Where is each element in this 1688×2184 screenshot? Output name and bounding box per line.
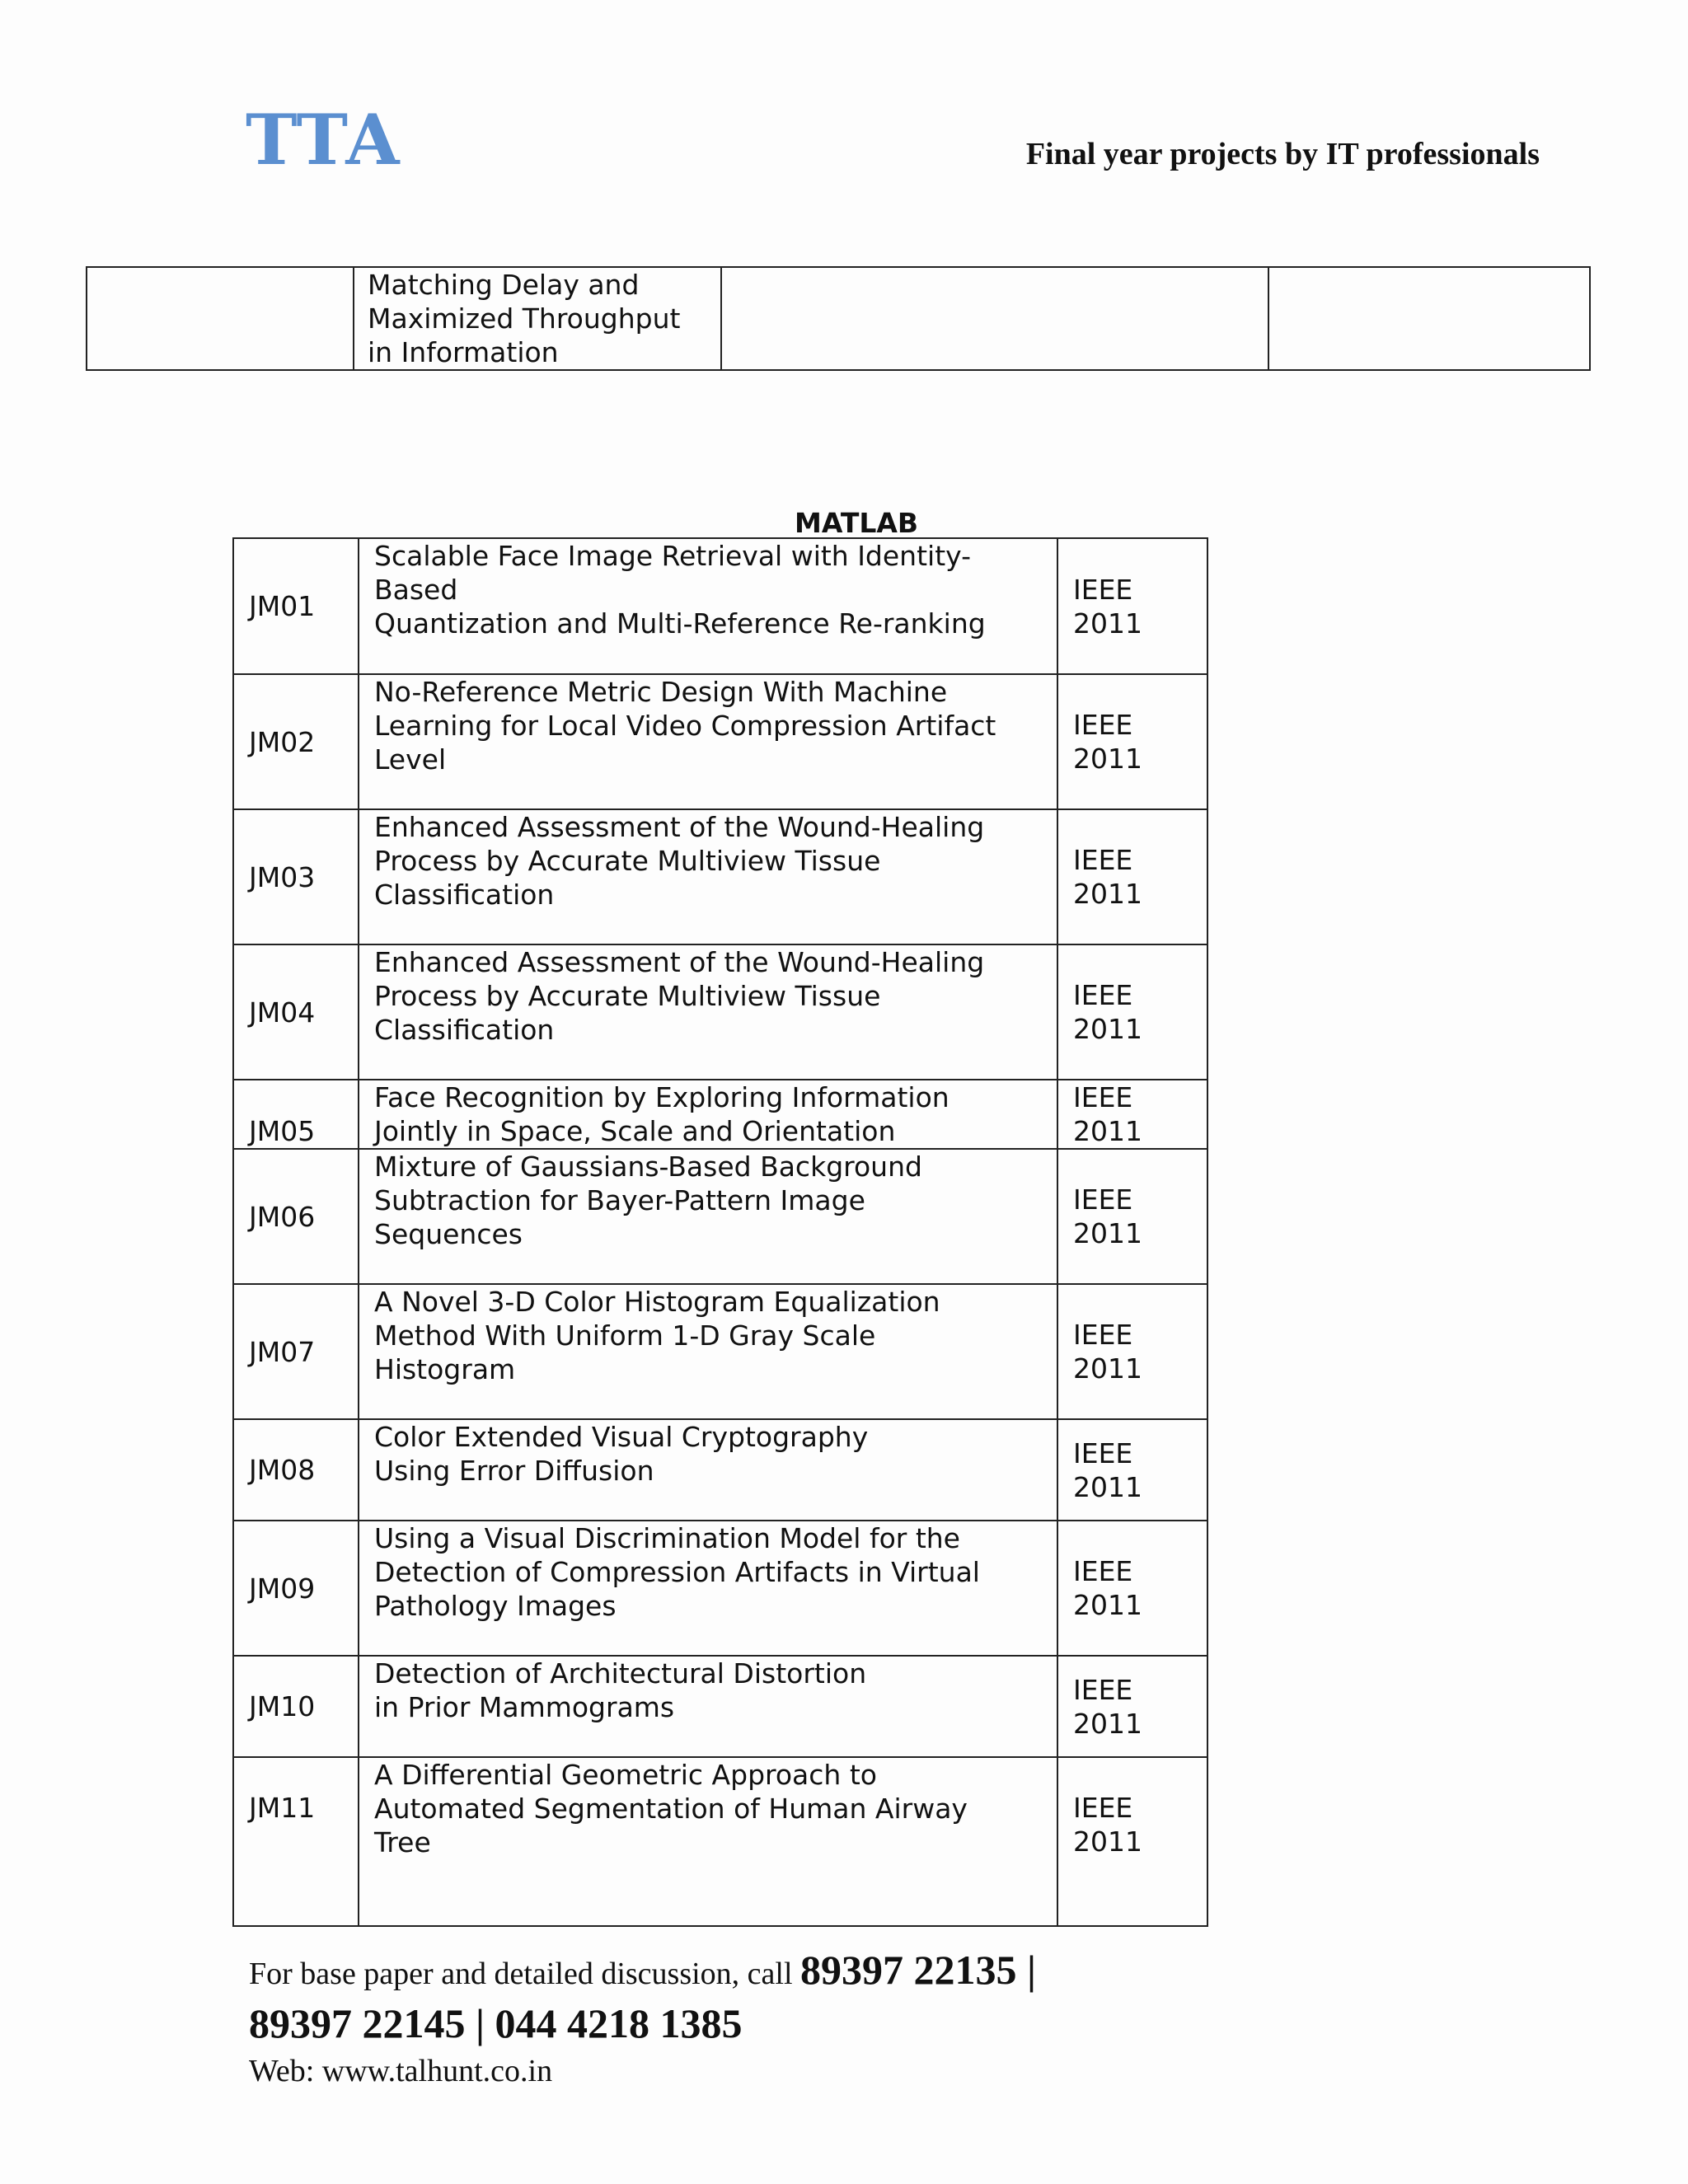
table-row	[233, 944, 1207, 1080]
project-year: IEEE 2011	[1057, 1149, 1207, 1284]
project-year: IEEE 2011	[1057, 538, 1207, 674]
footer-call-text: For base paper and detailed discussion, call	[249, 1957, 801, 1991]
section-title-matlab: MATLAB	[795, 507, 919, 539]
table-row	[233, 538, 1207, 674]
table-row	[233, 1080, 1207, 1149]
project-title: Detection of Architectural Distortion in Prior Mammograms	[359, 1656, 1057, 1757]
phone-number-primary: 89397 22135 |	[800, 1947, 1037, 1993]
project-code: JM02	[233, 674, 359, 809]
table-row	[233, 1757, 1207, 1926]
project-title: A Novel 3-D Color Histogram Equalization Method With Uniform 1-D Gray Scale Histogram	[359, 1284, 1057, 1419]
project-code: JM01	[233, 538, 359, 674]
project-code: JM05	[233, 1080, 359, 1149]
table-row	[233, 1419, 1207, 1521]
project-title: Mixture of Gaussians-Based Background Subtraction for Bayer-Pattern Image Sequences	[359, 1149, 1057, 1284]
project-title: A Differential Geometric Approach to Automated Segmentation of Human Airway Tree	[359, 1757, 1057, 1926]
project-title: Face Recognition by Exploring Information Jointly in Space, Scale and Orientation	[359, 1080, 1057, 1149]
footer-line-call	[249, 1945, 1036, 1999]
matlab-projects-table	[232, 537, 1208, 1927]
project-code: JM04	[233, 944, 359, 1080]
table-row	[233, 1284, 1207, 1419]
project-title: Enhanced Assessment of the Wound-Healing Process by Accurate Multiview Tissue Classification	[359, 944, 1057, 1080]
table-cell: Matching Delay and Maximized Throughput in Information	[354, 267, 721, 370]
project-title: No-Reference Metric Design With Machine Learning for Local Video Compression Artifact Level	[359, 674, 1057, 809]
table-row	[233, 674, 1207, 809]
table-row	[233, 1521, 1207, 1656]
project-code: JM07	[233, 1284, 359, 1419]
table-row	[233, 1656, 1207, 1757]
project-title: Scalable Face Image Retrieval with Identity- Based Quantization and Multi-Reference Re-ranking	[359, 538, 1057, 674]
project-code: JM09	[233, 1521, 359, 1656]
table-cell	[87, 267, 354, 370]
project-code: JM08	[233, 1419, 359, 1521]
tta-logo: TTA	[246, 99, 401, 180]
project-title: Using a Visual Discrimination Model for the Detection of Compression Artifacts in Virtual Pathology Images	[359, 1521, 1057, 1656]
project-code: JM11	[233, 1757, 359, 1926]
project-title: Color Extended Visual Cryptography Using Error Diffusion	[359, 1419, 1057, 1521]
project-code: JM06	[233, 1149, 359, 1284]
table-row	[87, 267, 1590, 370]
continued-table	[86, 266, 1591, 371]
project-year: IEEE 2011	[1057, 1757, 1207, 1926]
website-line: Web: www.talhunt.co.in	[249, 2054, 553, 2088]
project-year: IEEE 2011	[1057, 1284, 1207, 1419]
phone-numbers-secondary: 89397 22145 | 044 4218 1385	[249, 2000, 743, 2046]
contact-footer	[249, 1945, 1036, 2094]
header-tagline: Final year projects by IT professionals	[1025, 137, 1540, 171]
table-row	[233, 809, 1207, 944]
project-year: IEEE 2011	[1057, 1521, 1207, 1656]
project-year: IEEE 2011	[1057, 1419, 1207, 1521]
project-year: IEEE 2011	[1057, 809, 1207, 944]
project-code: JM03	[233, 809, 359, 944]
project-year: IEEE 2011	[1057, 674, 1207, 809]
project-year: IEEE 2011	[1057, 944, 1207, 1080]
project-title: Enhanced Assessment of the Wound-Healing Process by Accurate Multiview Tissue Classification	[359, 809, 1057, 944]
project-year: IEEE 2011	[1057, 1080, 1207, 1149]
project-year: IEEE 2011	[1057, 1656, 1207, 1757]
table-row	[233, 1149, 1207, 1284]
project-code: JM10	[233, 1656, 359, 1757]
table-cell	[1268, 267, 1590, 370]
table-cell	[721, 267, 1268, 370]
